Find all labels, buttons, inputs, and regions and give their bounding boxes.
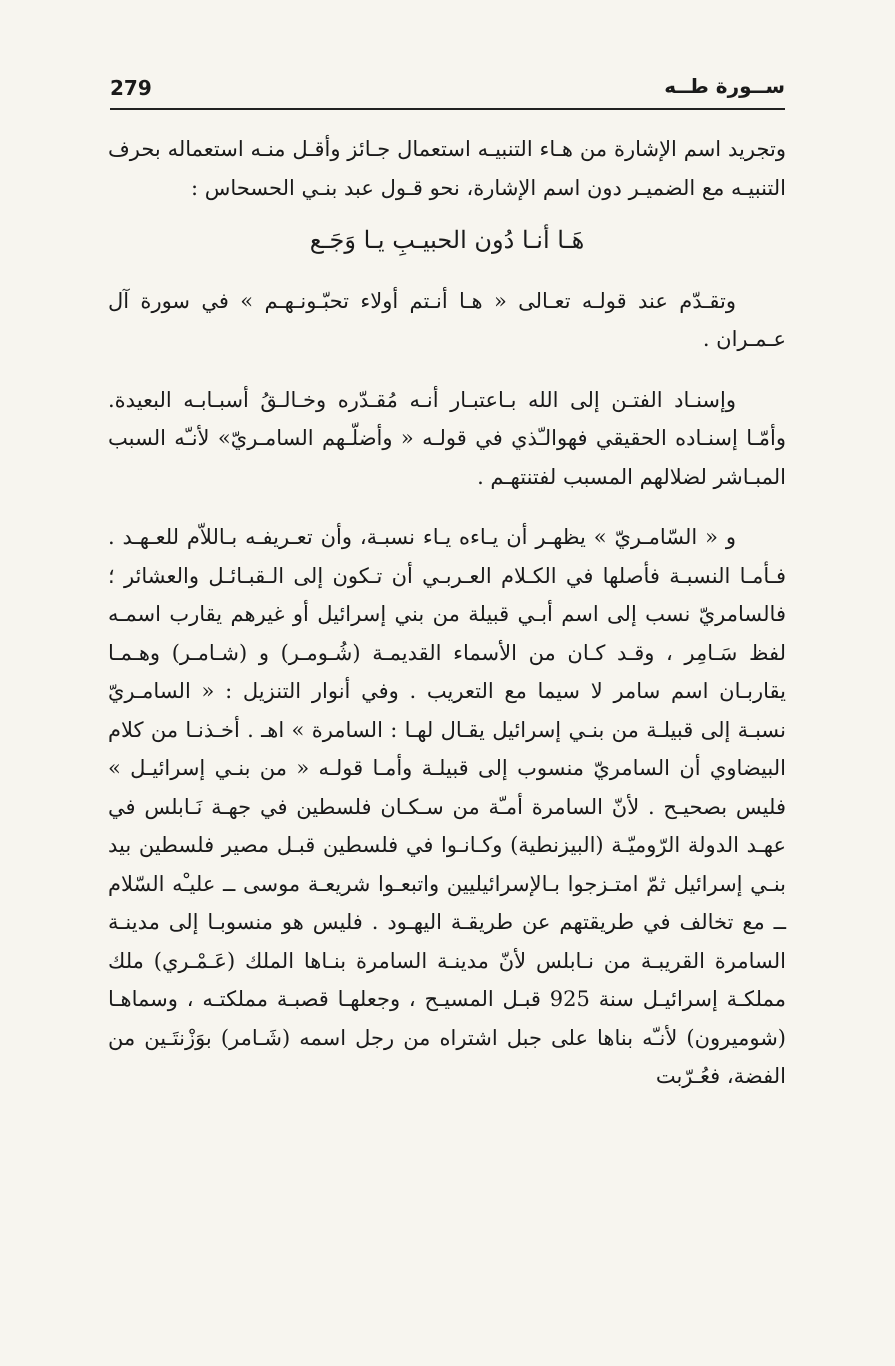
paragraph-1: وتجريد اسم الإشارة من هـاء التنبيـه استعمال جـائز وأقـل منـه استعماله بحرف التنبيـه مع الضميـر دون اسم الإشارة، نحو قـول عبد بنـي الحسحاس : <box>108 137 786 200</box>
body-text <box>108 130 786 1096</box>
surah-title: ســورة طــه <box>664 74 785 98</box>
header-divider <box>110 108 785 110</box>
paragraph-2: وتقـدّم عند قولـه تعـالى « هـا أنـتم أولاء تحبّـونـهـم » في سورة آل عـمـران . <box>108 288 786 351</box>
poetry-verse: هَـا أنـا دُون الحبيـبِ يـا وَجَـع <box>309 226 585 254</box>
paragraph-4: و « السّامـريّ » يظهـر أن يـاءه يـاء نسبـة، وأن تعـريفـه بـاللاّم للعـهـد . فـأمـا النسبـة فأصلها في الكـلام العـربـي أن تـكون إلى الـقبـائـل والعشائر ؛فالسامريّ نسب إلى اسم أبـي قبيلة من بني إسرائيل أو غيرهم يقارب اسمـه لفظ سَـامِر ، وقـد كـان من الأسماء القديمـة (شُـومـر) و (شـامـر) وهـمـا يقاربـان اسم سامر لا سيما مع التعريب . وفي أنوار التنزيل : « السامـريّ نسبـة إلى قبيلـة من بنـي إسرائيل يقـال لهـا : السامرة » اهـ . أخـذنـا من كلام البيضاوي أن السامريّ منسوب إلى قبيلـة وأمـا قولـه « من بنـي إسرائيـل » فليس بصحيـح . لأنّ السامرة أمـّة من سـكـان فلسطين في جهـة نَـابلس في عهـد الدولة الرّوميّـة (البيزنطية) وكـانـوا في فلسطين قبـل مصير فلسطين بيد بنـي إسرائيل ثمّ امتـزجوا بـالإسرائيليين واتبعـوا شريعـة موسى ــ عليـْه السّلام ــ مع تخالف في طريقتهم عن طريقـة اليهـود . فليس هو منسوبـا إلى مدينـة السامرة القريبـة من نـابلس لأنّ مدينـة السامرة بنـاها الملك (عَـمْـري) ملك مملكـة إسرائيـل سنة 925 قبـل المسيـح ، وجعلهـا قصبـة مملكتـه ، وسماهـا (شوميرون) لأنـّه بناها على جبل اشتراه من رجل اسمه (شَـامر) بوَزْنتَـين من الفضة، فعُـرّبت <box>108 525 786 1088</box>
paragraph-3: وإسنـاد الفتـن إلى الله بـاعتبـار أنـه مُقـدّره وخـالـقُ أسبـابـه البعيدة. وأمّـا إسنـاده الحقيقي فهوالـّذي في قولـه « وأضلّـهم السامـريّ» لأنـّه السبب المبـاشر لضلالهم المسبب لفتنتهـم . <box>108 387 786 489</box>
page-header <box>110 70 785 110</box>
page-number: 279 <box>110 76 152 100</box>
